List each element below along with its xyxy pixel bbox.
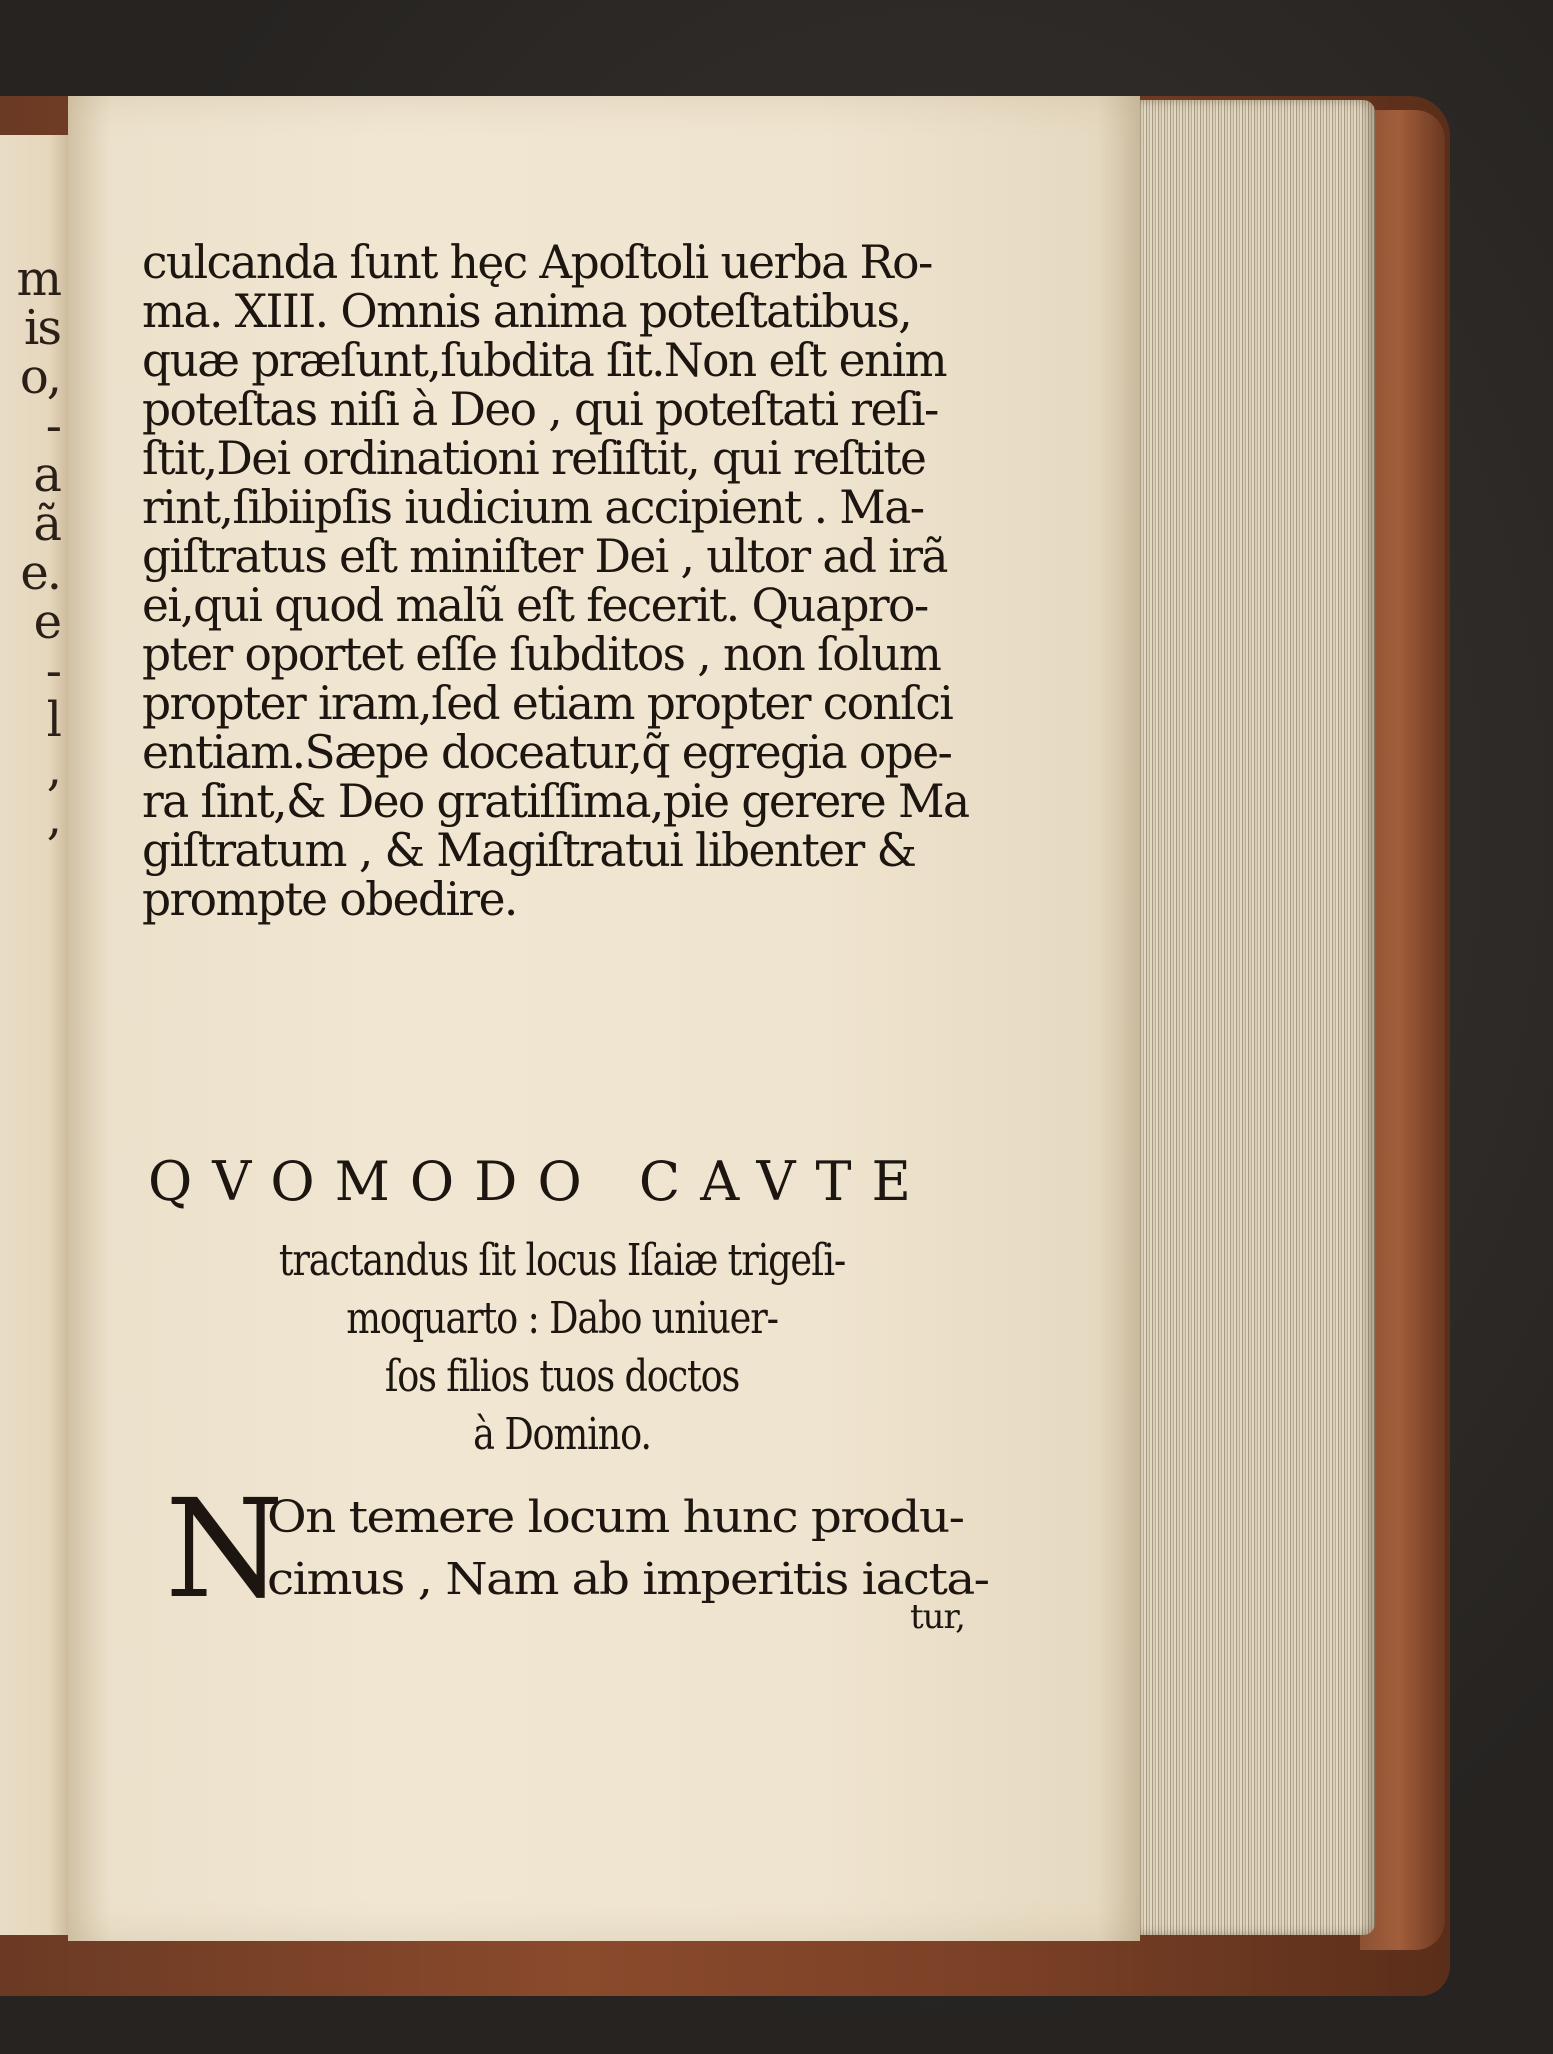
heading-line: tractandus ſit locus Iſaiæ trigeſi-	[278, 1235, 846, 1286]
text-line: ra ſint,& Deo gratiſſima,pie gerere Ma	[142, 774, 969, 828]
text-line: giſtratum , & Magiſtratui libenter &	[142, 823, 916, 877]
heading-line: moquarto : Dabo uniuer-	[346, 1293, 778, 1344]
section-heading-subtitle	[142, 1232, 982, 1464]
text-line: culcanda ſunt hęc Apoſtoli uerba Ro-	[142, 235, 932, 289]
left-fragment: e.	[20, 545, 60, 601]
left-fragment: ã	[33, 496, 60, 552]
catchword: tur,	[910, 1597, 965, 1637]
left-fragment: e	[33, 594, 60, 650]
text-line: quæ præſunt,ſubdita ſit.Non eſt enim	[142, 333, 947, 387]
text-line: entiam.Sæpe doceatur,q̃ egregia ope-	[142, 725, 952, 779]
left-fragment: a	[33, 447, 60, 503]
text-line: ma. XIII. Omnis anima poteſtatibus,	[142, 284, 912, 338]
heading-line: ſos filios tuos doctos	[384, 1351, 740, 1402]
text-line: pter oportet eſſe ſubditos , non ſolum	[142, 627, 941, 681]
text-line: prompte obedire.	[142, 872, 517, 926]
page-fore-edge	[1135, 100, 1375, 1935]
left-fragment: -	[45, 643, 60, 699]
left-fragment: ,	[46, 790, 60, 846]
left-fragment: m	[16, 251, 60, 307]
left-fragment: o,	[19, 349, 60, 405]
text-line: cimus , Nam ab imperitis iacta-	[267, 1554, 989, 1605]
text-line: ſtit,Dei ordinationi reſiſtit, qui reſtite	[142, 431, 926, 485]
heading-line: à Domino.	[473, 1409, 651, 1460]
drop-cap: N	[165, 1471, 284, 1629]
section-heading: QVOMODO CAVTE	[148, 1150, 931, 1213]
left-fragment: -	[45, 398, 60, 454]
left-fragment: ,	[46, 741, 60, 797]
text-line: rint,ſibiipſis iudicium accipient . Ma-	[142, 480, 924, 534]
left-fragment: l	[46, 692, 60, 748]
text-line: On temere locum hunc produ-	[267, 1492, 964, 1543]
text-line: propter iram,ſed etiam propter conſci	[142, 676, 953, 730]
left-fragment: is	[24, 300, 60, 356]
text-line: poteſtas niſi à Deo , qui poteſtati reſi-	[142, 382, 938, 436]
left-page-fragments	[0, 251, 60, 846]
body-text	[142, 235, 982, 926]
text-line: ei,qui quod malũ eſt fecerit. Quapro-	[142, 578, 928, 632]
text-line: giſtratus eſt miniſter Dei , ultor ad irã	[142, 529, 947, 583]
